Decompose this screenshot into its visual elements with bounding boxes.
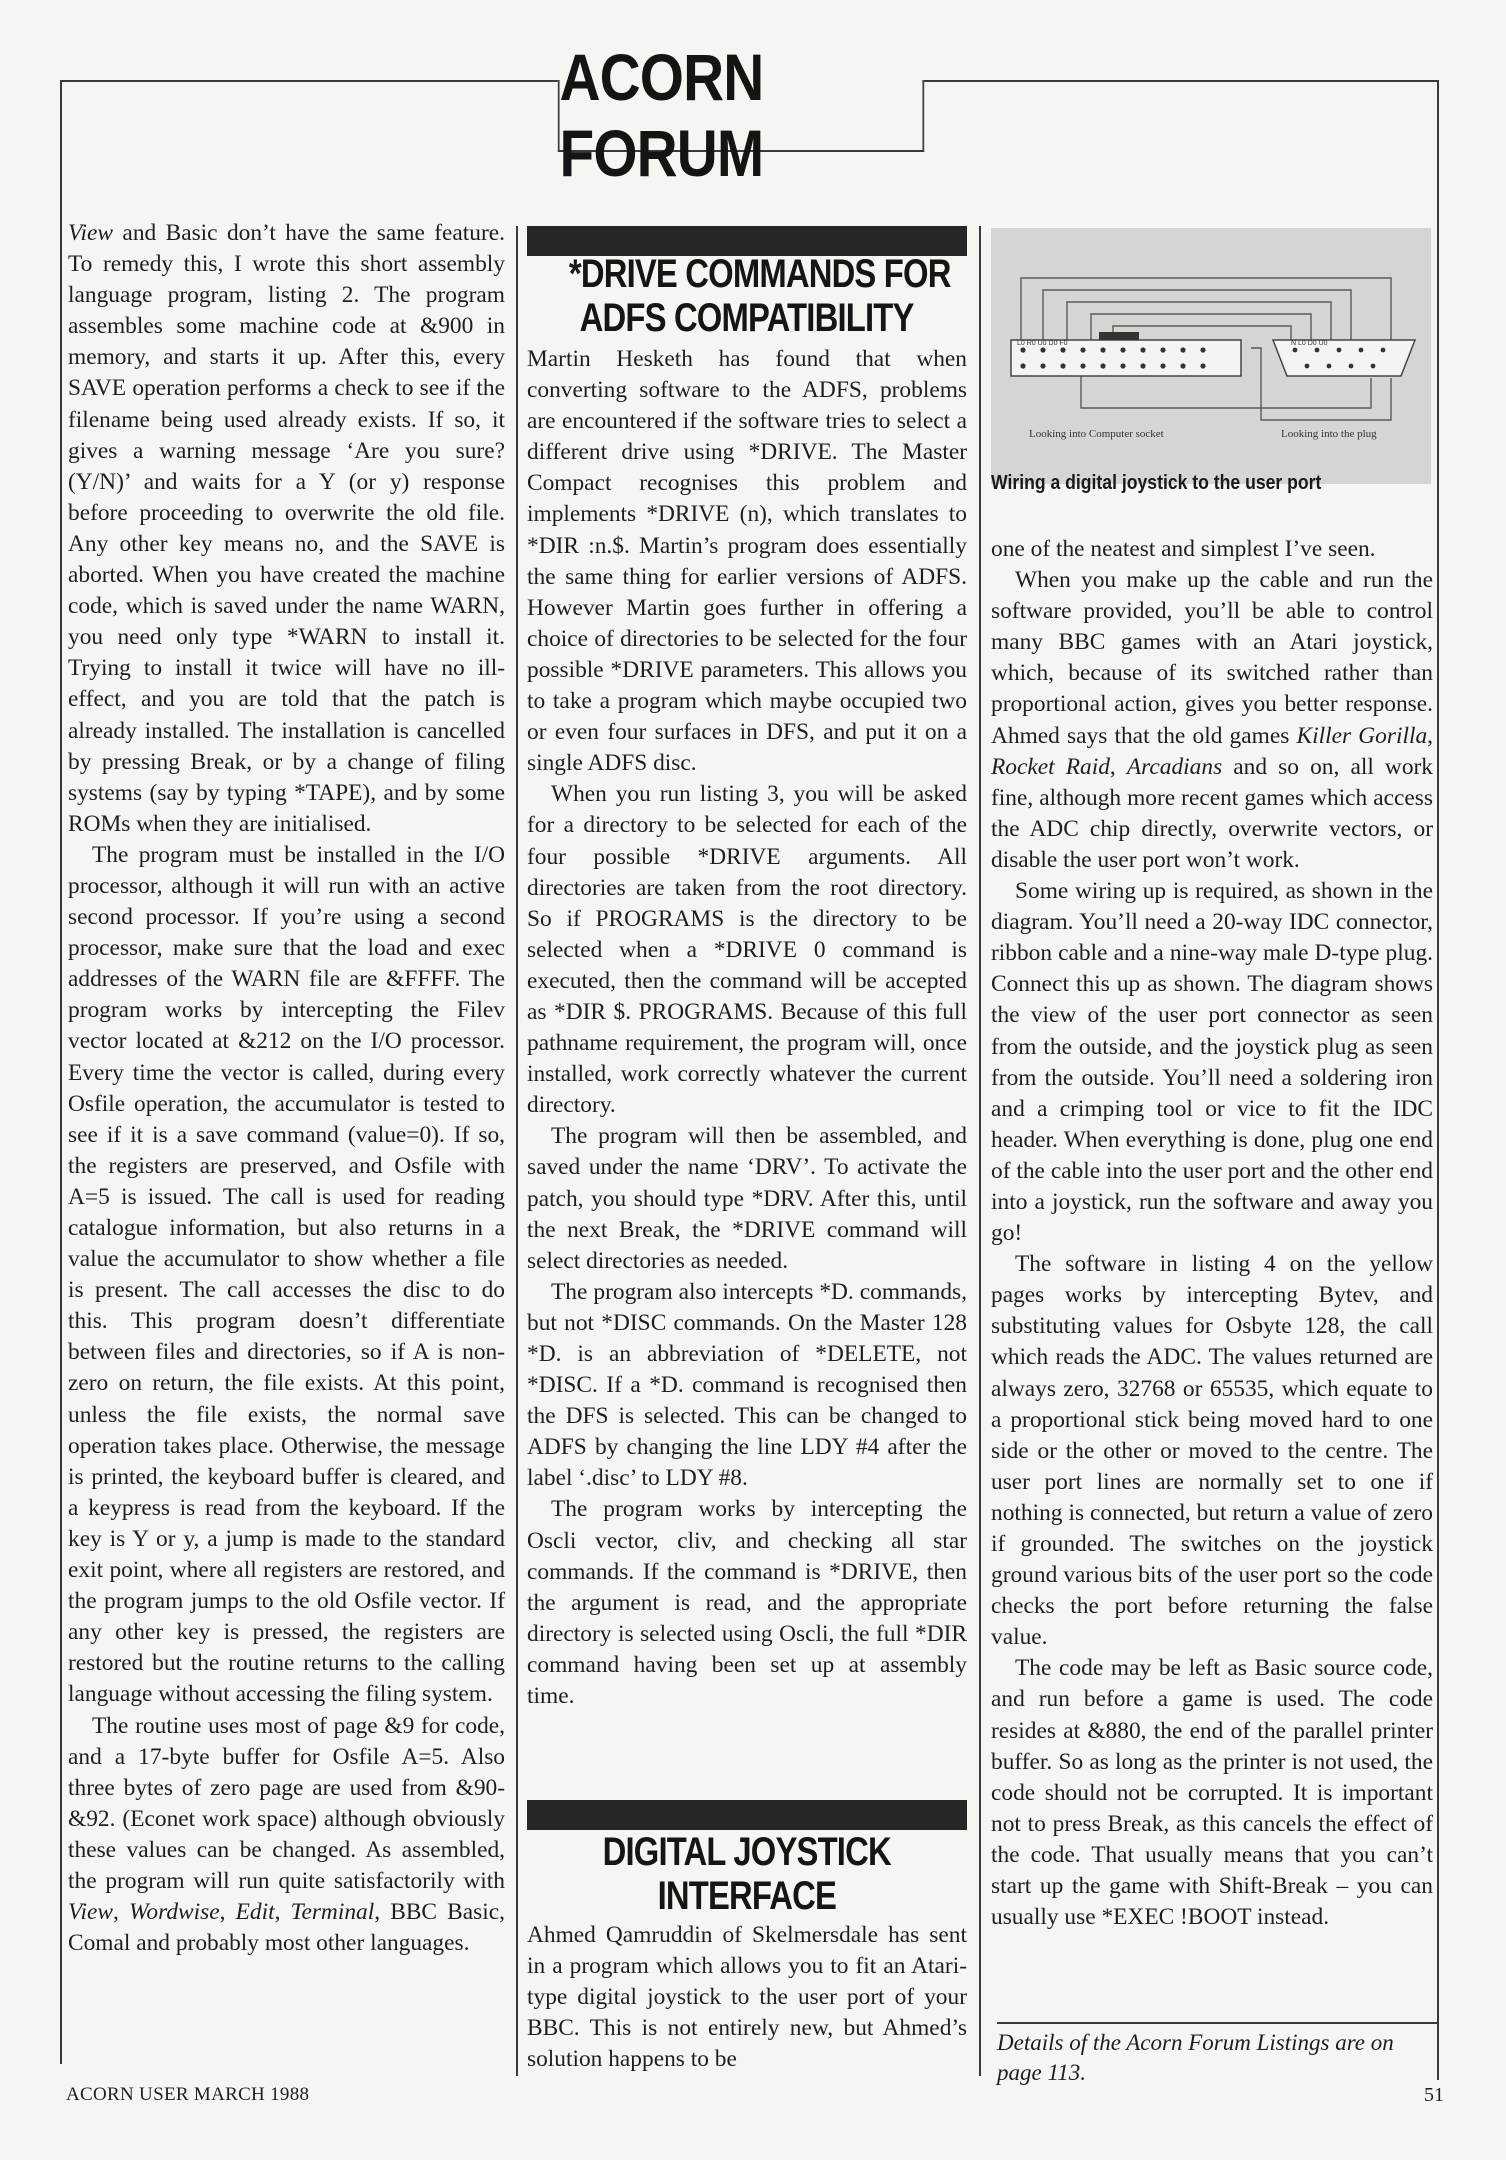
footer-page-number: 51	[1424, 2084, 1444, 2106]
column-rule-1	[516, 226, 518, 2076]
col3-paragraph-4: The software in listing 4 on the yellow pages works by intercepting Bytev, and substituting values for Osbyte 128, the call which reads the ADC. The values returned are always zero, 32768 or 65535, which equate to a proportional stick being moved hard to one side or the other or moved to the centre. The user port lines are normally set to one if nothing is connected, but return a value of zero if grounded. The switches on the joystick ground various bits of the user port so the code checks the port before returning the false value.	[991, 1251, 1433, 1651]
listings-details-note: Details of the Acorn Forum Listings are on page 113.	[997, 2022, 1437, 2088]
article1-headline	[527, 252, 967, 340]
article1-paragraph-5: The program works by intercepting the Oscli vector, cliv, and checking all star commands. If the command is *DRIVE, then the argument is read, and the appropriate directory is selected using Oscli, the full *DIR command having been set up at assembly time.	[527, 1496, 967, 1710]
article2-headline	[527, 1830, 967, 1918]
col3-paragraph-3: Some wiring up is required, as shown in the diagram. You’ll need a 20-way IDC connector, ribbon cable and a nine-way male D-type plug. Connect this up as shown. The diagram shows the view of the user port connector as seen from the outside, and the joystick plug as seen from the outside. You’ll need a soldering iron and a crimping tool or vice to fit the IDC header. When everything is done, plug one end of the cable into the user port and the other end into a joystick, run the software and away you go!	[991, 878, 1433, 1247]
footer-publication: ACORN USER MARCH 1988	[66, 2084, 310, 2105]
article2-headline-line2: INTERFACE	[657, 1874, 837, 1918]
article1-paragraph-4: The program also intercepts *D. commands, but not *DISC commands. On the Master 128 *D. is an abbreviation of *DELETE, not *DISC. If a *D. command is recognised then the DFS is selected. This can be changed to ADFS by changing the line LDY #4 after the label ‘.disc’ to LDY #8.	[527, 1278, 967, 1492]
col3-paragraph-2: When you make up the cable and run the software provided, you’ll be able to control many BBC games with an Atari joystick, which, because of its switched rather than proportional action, gives you better response. Ahmed says that the old games Killer Gorilla, Rocket Raid, Arcadians and so on, all work fine, although more recent games which access the ADC chip directly, overwrite vectors, or disable the user port won’t work.	[991, 567, 1434, 873]
frame-right-rule	[1437, 80, 1439, 2080]
column-rule-2	[979, 226, 981, 2076]
col1-paragraph-2: The program must be installed in the I/O processor, although it will run with an active second processor. If you’re using a second processor, make sure that the load and exec addresses of the WARN file are &FFFF. The program works by intercepting the Filev vector located at &212 on the I/O processor. Every time the vector is called, during every Osfile operation, the accumulator is tested to see if it is a save command (value=0). If so, the registers are preserved, and Osfile with A=5 is issued. The call is used for reading catalogue information, but also returns in a value the accumulator to show whether a file is present. The call accesses the disc to do this. This program doesn’t differentiate between files and directories, so if A is non-zero on return, the file exists. At this point, unless the file exists, the normal save operation takes place. Otherwise, the message is printed, the keyboard buffer is cleared, and a keypress is read from the keyboard. If the key is Y or y, a jump is made to the standard exit point, where all registers are restored, and the program jumps to the old Osfile vector. If any other key is pressed, the registers are restored but the routine returns to the calling language without accessing the filing system.	[68, 841, 505, 1708]
article1-paragraph-2: When you run listing 3, you will be asked for a directory to be selected for each of the four possible *DRIVE arguments. All directories are taken from the root directory. So if PROGRAMS is the directory to be selected when a *DRIVE 0 command is executed, then the command will be accepted as *DIR $. PROGRAMS. Because of this full pathname requirement, the program will, once installed, work correctly whatever the current directory.	[527, 781, 967, 1119]
article1-headline-line2: ADFS COMPATIBILITY	[580, 296, 914, 340]
article2-paragraph-1: Ahmed Qamruddin of Skelmersdale has sent in a program which allows you to fit an Atari-type digital joystick to the user port of your BBC. This is not entirely new, but Ahmed’s solution happens to be	[527, 1922, 967, 2073]
col1-paragraph-3: The routine uses most of page &9 for code, and a 17-byte buffer for Osfile A=5. Also three bytes of zero page are used from &90-&92. (Econet work space) although obviously these values can be changed. As assembled, the program will run quite satisfactorily with View, Wordwise, Edit, Terminal, BBC Basic, Comal and probably most other languages.	[68, 1712, 505, 1957]
article2-header-bar	[527, 1800, 967, 1830]
article1-paragraph-1: Martin Hesketh has found that when converting software to the ADFS, problems are encountered if the software tries to select a different drive using *DRIVE. The Master Compact recognises this problem and implements *DRIVE (n), which translates to *DIR :n.$. Martin’s program does essentially the same thing for earlier versions of ADFS. However Martin goes further in offering a choice of directories to be selected for the four possible *DRIVE parameters. This allows you to take a program which maybe occupied two or even four surfaces in DFS, and put it on a single ADFS disc.	[527, 346, 967, 777]
masthead-title: ACORN FORUM	[558, 80, 924, 152]
article1-headline-line1: *DRIVE COMMANDS FOR	[568, 252, 951, 296]
col3-paragraph-1: one of the neatest and simplest I’ve seen.	[991, 536, 1376, 562]
article2-body	[527, 1920, 967, 2075]
col1-paragraph-1: View and Basic don’t have the same feature. To remedy this, I wrote this short assembly language program, listing 2. The program assembles some machine code at &900 in memory, and starts it up. After this, every SAVE operation performs a check to see if the filename being used already exists. If so, it gives a warning message ‘Are you sure? (Y/N)’ and waits for a Y (or y) response before proceeding to overwrite the old file. Any other key means no, and the SAVE is aborted. When you have created the machine code, which is saved under the name WARN, you need only type *WARN to install it. Trying to install it twice will have no ill-effect, and you are told that the patch is already installed. The installation is cancelled by pressing Break, or by a change of filing systems (say by typing *TAPE), and by some ROMs when they are initialised.	[68, 220, 505, 837]
figure-caption: Wiring a digital joystick to the user port	[991, 472, 1322, 494]
label-computer-socket: Looking into Computer socket	[1029, 428, 1164, 440]
joystick-wiring-diagram	[991, 228, 1431, 484]
idc-key-tab	[1099, 332, 1139, 340]
column-3	[991, 534, 1433, 1933]
plug-pin-labels: N L0 D0 U0	[1291, 340, 1328, 347]
label-plug: Looking into the plug	[1281, 428, 1377, 440]
article1-paragraph-3: The program will then be assembled, and saved under the name ‘DRV’. To activate the patch, you should type *DRV. After this, until the next Break, the *DRIVE command will select directories as needed.	[527, 1123, 967, 1274]
idc-pin-labels: L0 R0 U0 D0 F0	[1017, 340, 1068, 347]
col3-paragraph-5: The code may be left as Basic source code, and run before a game is used. The code resides at &880, the end of the parallel printer buffer. So as long as the printer is not used, the code should not be corrupted. It is important not to press Break, as this cancels the effect of the code. That usually means that you can’t start up the game with Shift-Break – you can usually use *EXEC !BOOT instead.	[991, 1655, 1433, 1931]
frame-left-rule	[60, 80, 62, 2064]
wiring-diagram-svg	[991, 228, 1431, 484]
article2-headline-line1: DIGITAL JOYSTICK	[602, 1830, 892, 1874]
column-2	[527, 344, 967, 1712]
column-1	[68, 218, 505, 1959]
